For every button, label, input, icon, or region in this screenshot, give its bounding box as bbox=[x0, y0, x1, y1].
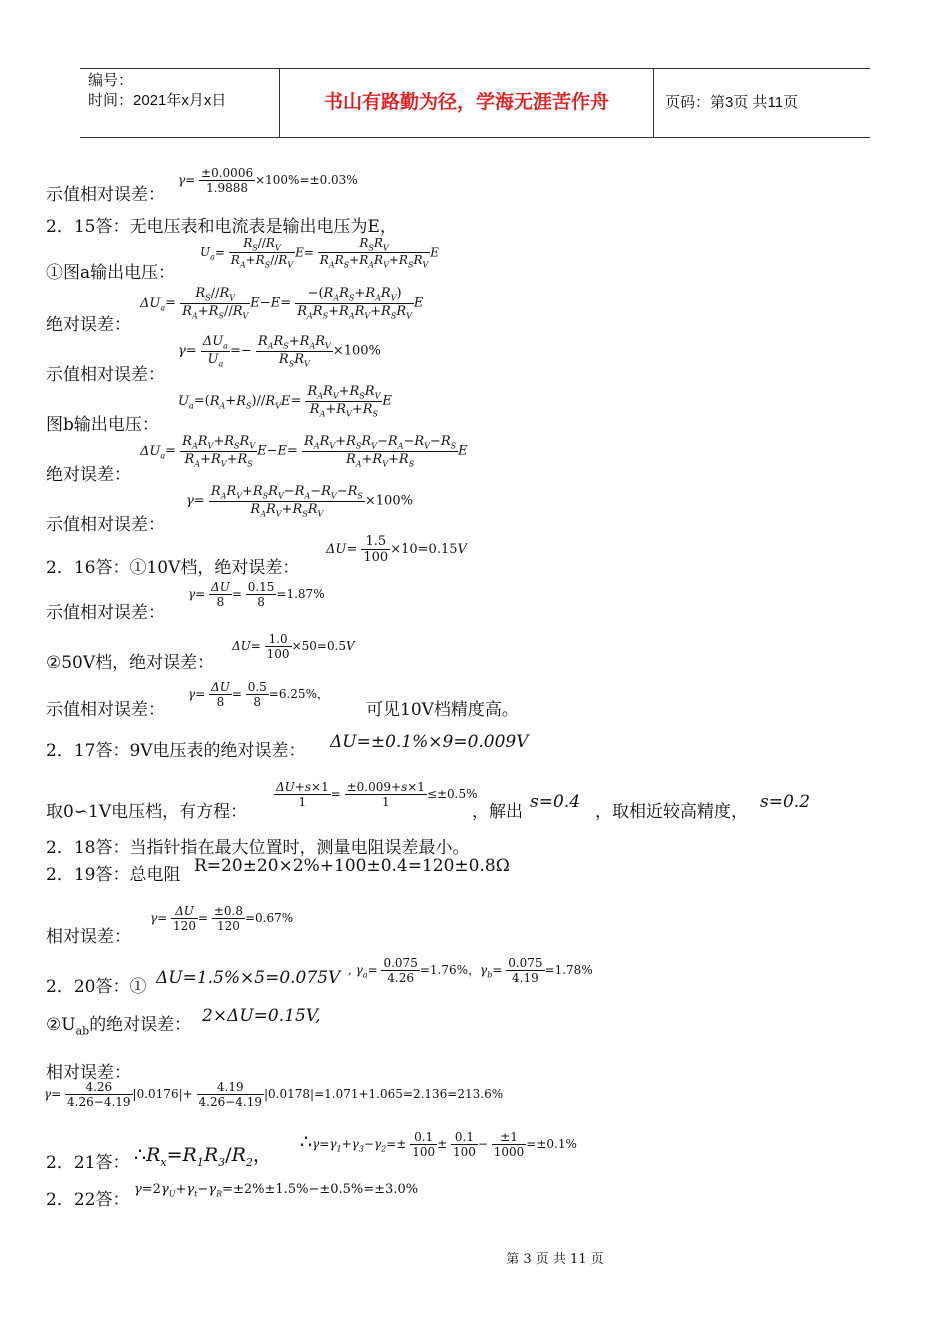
formula: 2×ΔU=0.15V, bbox=[202, 1006, 321, 1026]
text-line: 可见10V档精度高。 bbox=[366, 700, 519, 720]
time-label: 时间：2021年x月x日 bbox=[88, 92, 227, 109]
formula: $\therefore\gamma=\gamma_1+\gamma_3-\gamma_2=\pm$ $\frac{0.1}{100}$ ± $\frac{0.1}{100}$ − $\frac{\pm 1}{1000}$ =±0.1% bbox=[300, 1130, 577, 1159]
text-line: 2．18答：当指针指在最大位置时，测量电阻误差最小。 bbox=[46, 838, 470, 858]
text-line: 绝对误差： bbox=[46, 315, 131, 335]
text-line: ，取相近较高精度， bbox=[595, 802, 748, 822]
formula: s=0.4 bbox=[530, 792, 581, 812]
formula: s=0.2 bbox=[760, 792, 811, 812]
page-info: 页码：第3页 共11页 bbox=[665, 94, 799, 111]
formula: $\frac{\Delta U+s\times 1}{1}$ = $\frac{\pm 0.009+s\times 1}{1}$ ≤±0.5% bbox=[276, 780, 478, 809]
text-line: 2．15答：无电压表和电流表是输出电压为E， bbox=[46, 217, 397, 237]
formula: γ= $\frac{4.26}{4.26-4.19}$ |0.0176|+ $\frac{4.19}{4.26-4.19}$ |0.0178|=1.071+1.065=2.136=213.6% bbox=[44, 1080, 504, 1109]
text-line: $②U_{ab}$的绝对误差： bbox=[46, 1015, 192, 1038]
formula: γ= $\frac{R_AR_V+R_SR_V-R_A-R_V-R_S}{R_AR_V+R_SR_V}$ ×100% bbox=[186, 484, 413, 519]
text-line: 2．22答： bbox=[46, 1190, 130, 1210]
text-line: 2．16答：①10V档，绝对误差： bbox=[46, 558, 300, 578]
text-line: ①图a输出电压： bbox=[46, 263, 176, 283]
text-line: ，解出 bbox=[472, 802, 523, 822]
text-line: 示值相对误差： bbox=[46, 603, 165, 623]
formula: $U_a=$ $\frac{R_S//R_V}{R_A+R_S//R_V}$ E= $\frac{R_SR_V}{R_AR_S+R_AR_V+R_SR_V}$ E bbox=[200, 236, 440, 270]
header-meta bbox=[80, 69, 280, 137]
text-line: 示值相对误差： bbox=[46, 365, 165, 385]
text-line: 2．19答：总电阻 bbox=[46, 865, 181, 885]
formula: ΔU=1.5%×5=0.075V bbox=[156, 968, 341, 988]
formula: γ= $\frac{\pm 0.0006}{1.9888}$ ×100%=±0.03% bbox=[178, 166, 358, 195]
text-line: 绝对误差： bbox=[46, 465, 131, 485]
formula: ΔU= $\frac{1.5}{100}$ ×10=0.15V bbox=[326, 534, 467, 565]
header-table bbox=[80, 68, 870, 138]
text-line: 示值相对误差： bbox=[46, 700, 165, 720]
formula: γ= $\frac{\Delta U}{120}$ = $\frac{\pm 0.8}{120}$ =0.67% bbox=[150, 904, 294, 933]
motto: 书山有路勤为径，学海无涯苦作舟 bbox=[280, 69, 654, 137]
text-line: ②50V档，绝对误差： bbox=[46, 653, 215, 673]
formula: $\gamma=2\gamma_U+\gamma_t-\gamma_R=\pm 2\%\pm 1.5\%-\pm 0.5\%=\pm 3.0\%$ bbox=[134, 1182, 419, 1199]
formula: ΔU=±0.1%×9=0.009V bbox=[330, 732, 529, 752]
formula: γ= $\frac{\Delta U}{8}$ = $\frac{0.5}{8}$ =6.25%， bbox=[188, 680, 329, 709]
formula: $\Delta U_a=$ $\frac{R_AR_V+R_SR_V}{R_A+R_V+R_S}$ E−E= $\frac{R_AR_V+R_SR_V-R_A-R_V-R_S}{R_A+R_V+R_S}$ E bbox=[140, 434, 468, 469]
text-line: 2．17答：9V电压表的绝对误差： bbox=[46, 741, 306, 761]
text-line: 相对误差： bbox=[46, 1063, 131, 1083]
text-line: 图b输出电压： bbox=[46, 415, 159, 435]
formula: γ= $\frac{\Delta U}{8}$ = $\frac{0.15}{8}$ =1.87% bbox=[188, 580, 325, 609]
page-footer: 第 3 页 共 11 页 bbox=[506, 1252, 604, 1267]
formula: R=20±20×2%+100±0.4=120±0.8Ω bbox=[194, 856, 510, 876]
formula: $\therefore R_x=R_1R_3/R_2$， bbox=[134, 1144, 272, 1169]
formula: , $\gamma_a=$ $\frac{0.075}{4.26}$ =1.76%，$\gamma_b=$ $\frac{0.075}{4.19}$ =1.78% bbox=[348, 956, 593, 985]
number-label: 编号： bbox=[88, 72, 134, 89]
text-line: 相对误差： bbox=[46, 927, 131, 947]
text-line: 示值相对误差： bbox=[46, 515, 165, 535]
text-line: 2．21答： bbox=[46, 1153, 130, 1173]
formula: $U_a=(R_A+R_S)//R_VE=$ $\frac{R_AR_V+R_SR_V}{R_A+R_V+R_S}$ E bbox=[178, 384, 392, 419]
formula: γ= $\frac{\Delta U_a}{U_a}$ =− $\frac{R_AR_S+R_AR_V}{R_SR_V}$ ×100% bbox=[178, 334, 381, 369]
text-line: 取0∽1V电压档，有方程： bbox=[46, 802, 248, 822]
formula: ΔU= $\frac{1.0}{100}$ ×50=0.5V bbox=[232, 632, 355, 661]
formula: $\Delta U_a=$ $\frac{R_S//R_V}{R_A+R_S//R_V}$ E−E= $\frac{-(R_AR_S+R_AR_V)}{R_AR_S+R_AR_V+R_SR_V}$ E bbox=[140, 286, 424, 321]
text-line: 示值相对误差： bbox=[46, 185, 165, 205]
text-line: 2．20答：① bbox=[46, 977, 147, 997]
